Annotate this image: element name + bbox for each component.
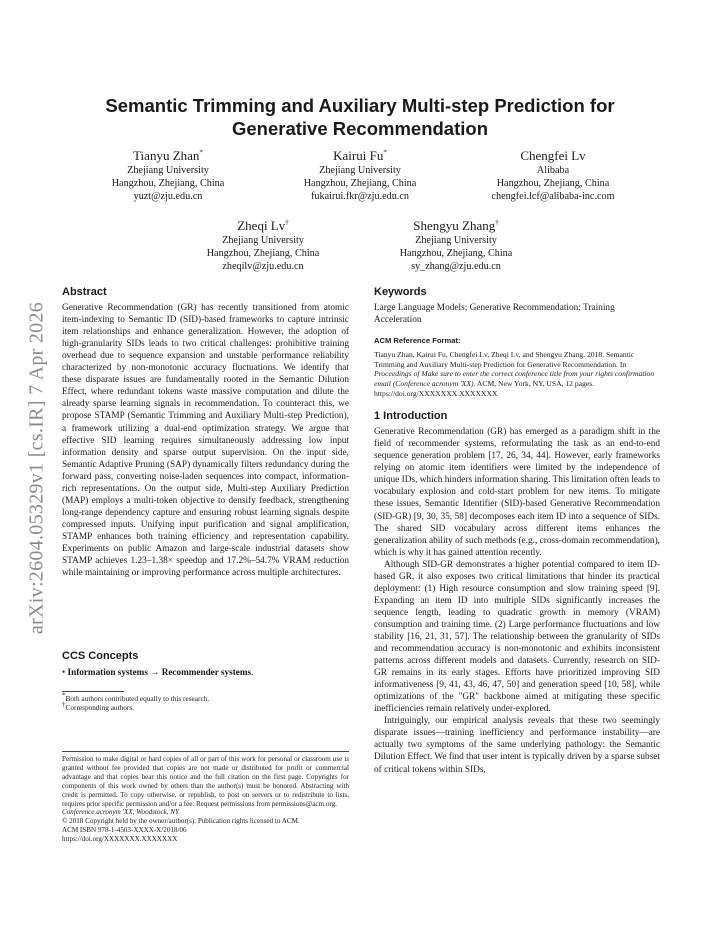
author-location: Hangzhou, Zhejiang, China xyxy=(206,248,320,259)
author-location: Hangzhou, Zhejiang, China xyxy=(496,178,610,189)
author-affiliation: Zhejiang University xyxy=(415,235,497,246)
permission-isbn: ACM ISBN 978-1-4503-XXXX-X/2018/06 xyxy=(62,826,187,835)
author-email[interactable]: yuzt@zju.edu.cn xyxy=(133,191,203,202)
intro-paragraph: Intriguingly, our empirical analysis reveals that these two seemingly disparate issues—training inefficiency and performance instability—are actually two symptoms of the same underlying pathology: the Semantic Dilution Effect. We find that user intent is typically driven by a sparse subset of critical tokens within SIDs, xyxy=(374,716,661,775)
ccs-arrow: → xyxy=(150,667,160,678)
author-email[interactable]: fukairui.fkr@zju.edu.cn xyxy=(311,191,409,202)
abstract-heading: Abstract xyxy=(62,286,107,298)
permission-copyright: © 2018 Copyright held by the owner/author(s). Publication rights licensed to ACM. xyxy=(62,817,300,826)
author-email[interactable]: chengfei.lcf@alibaba-inc.com xyxy=(491,191,615,202)
abstract-text: Generative Recommendation (GR) has recently transitioned from atomic item-indexing to Semantic ID (SID)-based frameworks to capture intrinsic item relationships and enhance generalization. However, the adoption of high-granularity SIDs leads to two critical challenges: prohibitive training overhead due to sequence expansion and unstable performance reliability characterized by non-monotonic accuracy fluctuations. We identify that these disparate issues are fundamentally rooted in the Semantic Dilution Effect, where redundant tokens waste massive computation and dilute the already sparse learning signals in recommendation. To counteract this, we propose STAMP (Semantic Trimming and Auxiliary Multi-step Prediction), a framework utilizing a dual-end optimization strategy. We argue that effective SID learning requires simultaneously addressing low input information density and sparse output supervision. On the input side, Semantic Adaptive Pruning (SAP) dynamically filters redundancy during the forward pass, converting noise-laden sequences into compact, information-rich representations. On the output side, Multi-step Auxiliary Prediction (MAP) employs a multi-token objective to densify feedback, strengthening long-range dependency capture and ensuring robust learning signals despite compressed inputs. Unifying input purification and signal amplification, STAMP enhances both training efficiency and representation capability. Experiments on public Amazon and large-scale industrial datasets show STAMP achieves 1.23–1.38× speedup and 17.2%–54.7% VRAM reduction while maintaining or improving performance across multiple architectures. xyxy=(62,303,349,579)
acm-reference-tail: ACM, New York, NY, USA, 12 pages. https://doi.org/XXXXXXX.XXXXXXX xyxy=(374,378,595,398)
acm-reference-heading: ACM Reference Format: xyxy=(374,336,461,346)
author-location: Hangzhou, Zhejiang, China xyxy=(303,178,417,189)
footnote-corresponding-text: Corresponding authors. xyxy=(65,703,135,713)
footnote-corresponding-mark: † xyxy=(62,700,66,709)
author-block xyxy=(68,148,268,203)
author-mark: † xyxy=(285,218,289,227)
ccs-term: Information systems xyxy=(67,667,148,678)
author-block xyxy=(260,148,460,203)
ccs-bullet: • xyxy=(62,667,66,678)
author-name: Tianyu Zhan xyxy=(133,148,200,163)
author-affiliation: Zhejiang University xyxy=(319,165,401,176)
permission-conference: Conference acronym 'XX, Woodstock, NY xyxy=(62,808,179,817)
right-column xyxy=(374,286,660,776)
footnote-rule xyxy=(62,691,124,692)
ccs-heading: CCS Concepts xyxy=(62,650,139,662)
ccs-section xyxy=(62,650,349,678)
acm-reference-body xyxy=(374,350,660,398)
author-name: Chengfei Lv xyxy=(520,148,586,163)
footnote-equal xyxy=(62,691,349,703)
left-column xyxy=(62,286,349,579)
ccs-subterm: Recommender systems xyxy=(161,667,252,678)
author-block xyxy=(163,218,363,273)
paper-title: Semantic Trimming and Auxiliary Multi-step Prediction for Generative Recommendation xyxy=(105,95,615,139)
footnote-equal-mark: * xyxy=(62,691,66,700)
permission-rule xyxy=(62,751,349,752)
intro-paragraph: Generative Recommendation (GR) has emerged as a paradigm shift in the field of recommender systems, reformulating the task as an end-to-end sequence generation problem [17, 26, 34, 44]. However, early frameworks relying on atomic item identifiers were limited by the independence of unique IDs, which hinders information sharing. This limitation often leads to vocabulary explosion and cold-start problem for new items. To mitigate these issues, Semantic Identifier (SID)-based Generative Recommendation (SID-GR) [9, 30, 35, 58] decomposes each item ID into a sequence of SIDs. The shared SID vocabulary across different items enhances the generalization ability of such methods (e.g., cross-domain recommendation), which is why it has gained attention recently. xyxy=(374,427,660,558)
intro-paragraph: Although SID-GR demonstrates a higher potential compared to item ID-based GR, it also exposes two critical limitations that hinder its practical deployment: (1) High resource consumption and slow training speed [9]. Expanding an item ID into multiple SIDs significantly increases the sequence length, leading to quadratic growth in memory (VRAM) consumption and training time. (2) Large performance fluctuations and low stability [16, 21, 31, 57]. The relationship between the granularity of SIDs and recommendation accuracy is non-monotonic and exhibits inconsistent patterns across different models and datasets. Currently, research on SID-GR remains in its early stages. Efforts have prioritized improving SID informativeness [9, 41, 43, 46, 47, 50] and generation speed [10, 58], while optimizations of the "GR" backbone aimed at mitigating these specific inefficiencies remain relatively under-explored. xyxy=(374,559,660,715)
footnote-equal-text: Both authors contributed equally to this research. xyxy=(65,694,210,703)
author-affiliation: Alibaba xyxy=(536,165,570,176)
author-affiliation: Zhejiang University xyxy=(127,165,209,176)
permission-text: Permission to make digital or hard copies of all or part of this work for personal or classroom use is granted without fee provided that copies are not made or distributed for profit or commercial advantage and that copies bear this notice and the full citation on the first page. Copyrights for components of this work owned by others than the author(s) must be honored. Abstracting with credit is permitted. To copy otherwise, or republish, to post on servers or to redistribute to lists, requires prior specific permission and/or a fee. Request permissions from permissions@acm.org. xyxy=(62,755,349,808)
author-location: Hangzhou, Zhejiang, China xyxy=(399,248,513,259)
permission-block xyxy=(62,755,349,844)
author-name: Kairui Fu xyxy=(333,148,384,163)
keywords-heading: Keywords xyxy=(374,286,427,298)
author-affiliation: Zhejiang University xyxy=(222,235,304,246)
acm-reference-authors: Tianyu Zhan, Kairui Fu, Chengfei Lv, Zheqi Lv, and Shengyu Zhang. 2018. Semantic Trimming and Auxiliary Multi-step Prediction for Generative Recommendation. In xyxy=(374,350,635,369)
arxiv-sidebar xyxy=(22,268,52,668)
arxiv-identifier: arXiv:2604.05329v1 [cs.IR] 7 Apr 2026 xyxy=(25,301,48,635)
author-block xyxy=(453,148,653,203)
author-email[interactable]: sy_zhang@zju.edu.cn xyxy=(411,261,501,272)
author-location: Hangzhou, Zhejiang, China xyxy=(111,178,225,189)
acm-reference-venue: Proceedings of Make sure to enter the correct conference title from your rights confirmation email (Conference acronym 'XX). xyxy=(374,369,655,388)
author-block xyxy=(356,218,556,273)
author-mark: * xyxy=(383,148,387,157)
author-email[interactable]: zheqilv@zju.edu.cn xyxy=(222,261,304,272)
author-name: Shengyu Zhang xyxy=(413,218,496,233)
ccs-end: . xyxy=(251,667,254,678)
author-name: Zheqi Lv xyxy=(237,218,286,233)
permission-doi[interactable]: https://doi.org/XXXXXXX.XXXXXXX xyxy=(62,835,178,844)
introduction-heading: 1 Introduction xyxy=(374,410,448,423)
author-mark: † xyxy=(495,218,499,227)
footnote-corresponding xyxy=(62,700,349,713)
author-mark: * xyxy=(199,148,203,157)
footnotes xyxy=(62,691,349,713)
keywords-text: Large Language Models; Generative Recommendation; Training Acceleration xyxy=(374,303,615,326)
